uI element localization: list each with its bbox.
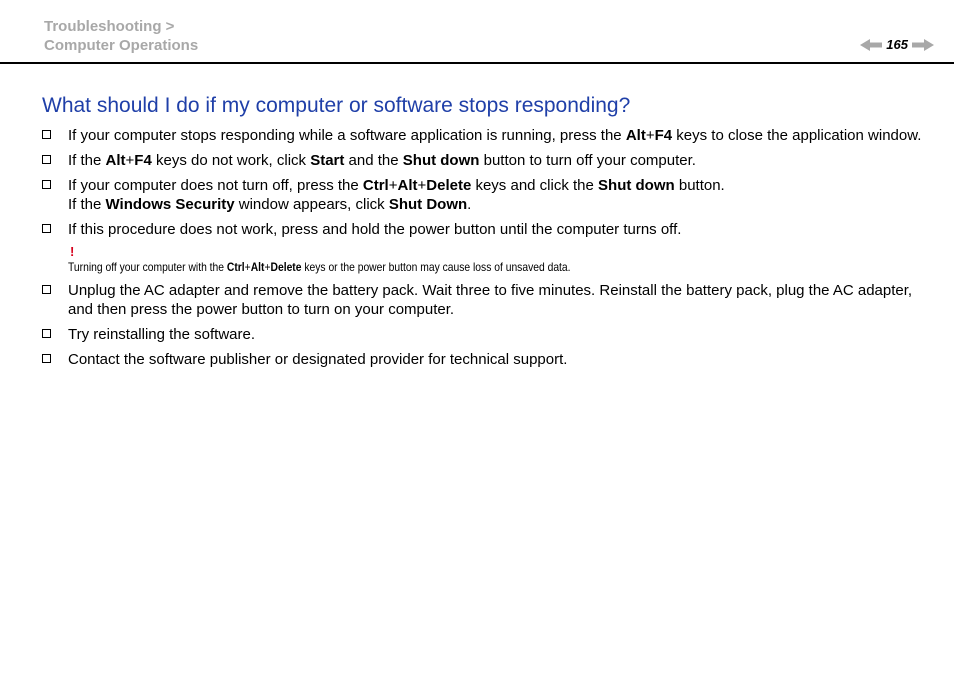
list-item: [42, 176, 922, 214]
warning-note: [42, 245, 922, 275]
list-item-text: If the Alt+F4 keys do not work, click Start and the Shut down button to turn off your computer.: [68, 152, 696, 169]
list-item-text: If your computer stops responding while a software application is running, press the Alt+F4 keys to close the application window.: [68, 127, 922, 144]
list-item: [42, 325, 922, 344]
list-item: [42, 350, 922, 369]
list-item: [42, 151, 922, 170]
header-divider: [0, 62, 954, 64]
list-item: [42, 220, 922, 239]
checkbox-icon: [42, 329, 51, 338]
list-item-text: Unplug the AC adapter and remove the battery pack. Wait three to five minutes. Reinstall the battery pack, plug the AC adapter, and then press the power button to turn on your computer.: [68, 282, 913, 318]
list-item-text: Contact the software publisher or designated provider for technical support.: [68, 351, 568, 368]
warning-icon: !: [70, 244, 75, 259]
page-title: What should I do if my computer or software stops responding?: [42, 94, 631, 117]
checkbox-icon: [42, 180, 51, 189]
checkbox-icon: [42, 354, 51, 363]
list-item-text: Try reinstalling the software.: [68, 326, 256, 343]
checkbox-icon: [42, 155, 51, 164]
checkbox-icon: [42, 130, 51, 139]
troubleshooting-list: [42, 126, 922, 375]
checkbox-icon: [42, 224, 51, 233]
breadcrumb: [44, 17, 198, 55]
breadcrumb-parent-link[interactable]: Troubleshooting >: [44, 18, 175, 35]
list-item-text: If your computer does not turn off, press the Ctrl+Alt+Delete keys and click the Shut down button.: [68, 177, 725, 194]
right-arrow-icon[interactable]: [912, 39, 934, 51]
list-item-text: If this procedure does not work, press and hold the power button until the computer turns off.: [68, 221, 682, 238]
breadcrumb-current[interactable]: Computer Operations: [44, 37, 199, 54]
warning-text: Turning off your computer with the Ctrl+Alt+Delete keys or the power button may cause loss of unsaved data.: [68, 260, 571, 274]
list-item: [42, 126, 922, 145]
page-number: 165: [886, 37, 908, 52]
list-item-text-secondary: If the Windows Security window appears, click Shut Down.: [68, 196, 472, 213]
left-arrow-icon[interactable]: [860, 39, 882, 51]
list-item: [42, 281, 922, 319]
page-navigation: [860, 37, 934, 53]
checkbox-icon: [42, 285, 51, 294]
